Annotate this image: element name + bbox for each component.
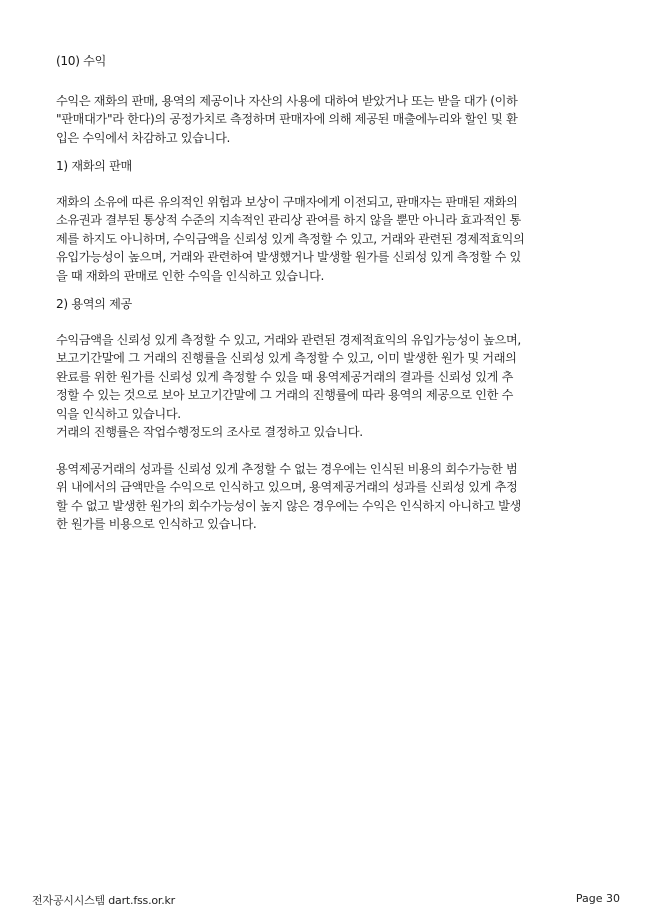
paragraph-line: 용역제공거래의 성과를 신뢰성 있게 추정할 수 없는 경우에는 인식된 비용의 회수가능한 범 xyxy=(56,462,518,476)
subsection-heading-text: 1) 재화의 판매 xyxy=(56,159,132,173)
subsection-heading-services xyxy=(56,295,604,313)
section-heading xyxy=(56,52,604,70)
paragraph-line: 수익은 재화의 판매, 용역의 제공이나 자산의 사용에 대하여 받았거나 또는 받을 대가 (이하 xyxy=(56,94,518,108)
subsection-heading-text: 2) 용역의 제공 xyxy=(56,297,132,311)
services-paragraph xyxy=(56,331,604,441)
paragraph-line: 재화의 소유에 따른 유의적인 위험과 보상이 구매자에게 이전되고, 판매자는 판매된 재화의 xyxy=(56,195,518,209)
paragraph-line: 위 내에서의 금액만을 수익으로 인식하고 있으며, 용역제공거래의 성과를 신뢰성 있게 추정 xyxy=(56,480,518,495)
paragraph-line: 을 때 재화의 판매로 인한 수익을 인식하고 있습니다. xyxy=(56,268,325,283)
paragraph-line: 제를 하지도 아니하며, 수익금액을 신뢰성 있게 측정할 수 있고, 거래와 관련된 경제적효익의 xyxy=(56,231,525,246)
subsection-heading-goods xyxy=(56,157,604,175)
paragraph-line: 유입가능성이 높으며, 거래와 관련하여 발생했거나 발생할 원가를 신뢰성 있게 측정할 수 있 xyxy=(56,250,521,265)
goods-paragraph xyxy=(56,193,604,285)
footer-page-number: Page 30 xyxy=(575,892,620,905)
paragraph-line: 수익금액을 신뢰성 있게 측정할 수 있고, 거래와 관련된 경제적효익의 유입가능성이 높으며, xyxy=(56,333,521,347)
footer-site-label: 전자공시시스템 dart.fss.or.kr xyxy=(32,894,175,907)
paragraph-line: 보고기간말에 그 거래의 진행률을 신뢰성 있게 측정할 수 있고, 이미 발생한 원가 및 거래의 xyxy=(56,351,517,366)
paragraph-line: 정할 수 있는 것으로 보아 보고기간말에 그 거래의 진행률에 따라 용역의 제공으로 인한 수 xyxy=(56,388,514,403)
paragraph-line: 소유권과 결부된 통상적 수준의 지속적인 관리상 관여를 하지 않을 뿐만 아니라 효과적인 통 xyxy=(56,213,521,228)
paragraph-line: 익을 인식하고 있습니다. xyxy=(56,406,181,421)
paragraph-line: 거래의 진행률은 작업수행정도의 조사로 결정하고 있습니다. xyxy=(56,425,363,440)
paragraph-line: 입은 수익에서 차감하고 있습니다. xyxy=(56,130,231,145)
section-heading-text: (10) 수익 xyxy=(56,54,106,68)
services-paragraph-2 xyxy=(56,460,604,534)
intro-paragraph xyxy=(56,92,604,147)
paragraph-line: 완료를 위한 원가를 신뢰성 있게 측정할 수 있을 때 용역제공거래의 결과를 신뢰성 있게 추 xyxy=(56,369,514,384)
paragraph-line: 할 수 없고 발생한 원가의 회수가능성이 높지 않은 경우에는 수익은 인식하지 아니하고 발생 xyxy=(56,498,521,513)
paragraph-line: "판매대가"라 한다)의 공정가치로 측정하며 판매자에 의해 제공된 매출에누리와 할인 및 환 xyxy=(56,112,518,127)
paragraph-line: 한 원가를 비용으로 인식하고 있습니다. xyxy=(56,517,257,532)
